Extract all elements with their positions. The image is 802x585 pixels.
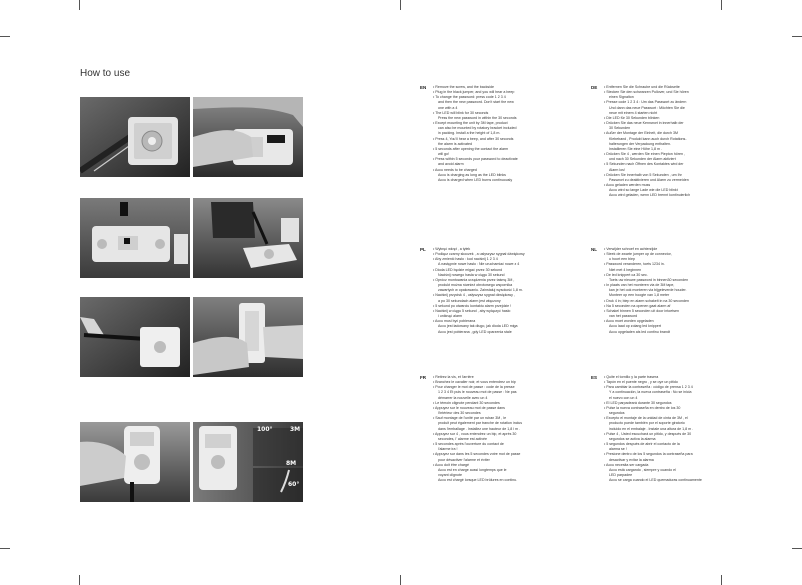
instruction-step: • Schakel binnen 5 seconden uit door intoetsen [604, 308, 679, 313]
instruction-step: • Branchez le cavalier noir, et vous entendrez un bip [433, 380, 516, 385]
instruction-step: • Remove the screw, and the backside [433, 85, 494, 89]
instruction-continuation: one with a 4 [438, 105, 458, 110]
instruction-continuation: will go! [438, 152, 449, 157]
instruction-continuation: secondes, l' alarme est activée [438, 436, 488, 441]
instruction-continuation: 1 2 3 4 Et puis le nouveau mot de passe : Ne pas [438, 390, 517, 395]
instruction-continuation: i uniknąć alarm [438, 314, 463, 319]
instruction-step: • Stecken Sie den schwarzen Pullover, und Sie hören [604, 90, 689, 95]
instruction-step: • Drücken Sie das neue Kennwort in innerhalb der [604, 121, 684, 126]
crop-mark [79, 575, 80, 585]
instruction-step: • Drücken Sie 4 , werden Sie einen Piepton hören , [604, 152, 685, 157]
instruction-continuation: can also be mounted by rotatory bracket included [438, 126, 517, 131]
language-code: EN [420, 85, 427, 90]
instruction-step: • Naciśnij w ciągu 5 sekund , aby wyłączyć hasło [433, 308, 511, 313]
instruction-step: • Accu doit être chargé [433, 462, 470, 467]
crop-mark [721, 575, 722, 585]
instruction-continuation: and then the new password. Don't start the new [438, 100, 514, 105]
instruction-continuation: einen Signalton [609, 95, 634, 100]
instruction-continuation: producto puede también por el soporte giratorio [609, 421, 685, 426]
instruction-step: • Wykręć wkręt , a tyłek [433, 247, 471, 251]
instruction-continuation: Monteer op een hoogte van 1,8 meter [609, 293, 670, 298]
instruction-continuation: Accu se carga cuando el LED quemaduras continuamente [609, 478, 702, 483]
instruction-step: • De led knippert ca 30 sec. [604, 272, 648, 277]
instruction-step: • Pour changer le mot de passe : code de la presse [433, 385, 515, 390]
instruction-step: • Pulse 4 , Usted escuchará un pitido, y después de 30 [604, 431, 692, 436]
photo-back-cover-3m-tape [80, 198, 190, 278]
range-label-top: 3M [290, 426, 301, 433]
instruction-step: • Presse code 1 2 3 4 : Um das Passwort zu ändern [604, 100, 687, 105]
instructions-list [433, 247, 548, 335]
instruction-step: • Entfernen Sie die Schraube und die Rückseite [604, 85, 680, 89]
instruction-step: • Le témoin clignote pendant 30 secondes [433, 400, 500, 405]
instruction-step: • 5 secondes après l'ouverture du contact de [433, 442, 504, 447]
instruction-step: • In plaats van het monteren via de 3M tape, [604, 283, 675, 288]
instructions-list [604, 247, 719, 335]
photo-hand-keypad [80, 422, 190, 502]
instruction-step: • Sauf montage de l'unité par un ruban 3M , le [433, 416, 507, 421]
crop-mark [400, 0, 401, 10]
instruction-step: • Die LED für 30 Sekunden blinken [604, 115, 660, 120]
language-code: NL [591, 247, 597, 252]
instruction-continuation: el nuevo con un 4 [609, 395, 638, 400]
instruction-continuation: halterungen der Verpackung enthalten. [609, 141, 671, 146]
angle-label-top: 100° [257, 426, 273, 433]
instruction-continuation: Accu opgeladen als led continu brandt [609, 329, 670, 334]
language-code: FR [420, 375, 426, 380]
instruction-continuation: dans l'emballage . Installez une hauteur de 1,8 l m . [438, 426, 520, 431]
instruction-step: • Appuyez sur le nouveau mot de passe dans [433, 405, 505, 410]
instruction-continuation: produkt można również obrotowego wspornika [438, 283, 513, 288]
page-title: How to use [80, 68, 131, 79]
instruction-continuation: Toets uw nieuwe password in binnen30 seconden [609, 277, 689, 282]
instruction-continuation: voyant clignote [438, 472, 462, 477]
instruction-continuation: Accu jest pobierana , gdy LED oparzenia stale [438, 329, 512, 334]
instruction-continuation: Alarm los! [609, 167, 625, 172]
instruction-step: • Accu needs to be charged [433, 167, 477, 172]
instruction-continuation: démarrer la nouvelle avec un 4 [438, 395, 488, 400]
instruction-step: • Tapón en el puente negro , y se oye un pitido [604, 380, 678, 385]
instruction-step: • Druk 4 in; biep en alarm schakelt in na 30 seconden [604, 298, 689, 303]
instruction-step: • Dioda LED będzie migać przez 30 sekund [433, 267, 503, 272]
crop-mark [792, 548, 802, 549]
instruction-step: • The LED will blink for 30 seconds [433, 110, 489, 115]
instruction-continuation: Installieren Sie eine Höhe 1,8 m . [609, 146, 662, 151]
instruction-continuation: l'intérieur des 30 secondes [438, 411, 481, 416]
instruction-continuation: a po 30 sekundach alarm jest włączony [438, 298, 501, 303]
instruction-continuation: 30 Sekunden [609, 126, 631, 131]
instruction-step: • Naciśnij przycisk 4 , usłyszysz sygnał dźwiękowy , [433, 293, 515, 298]
instruction-step: • 5 segundos después de abrir el contacto de la [604, 442, 680, 447]
instruction-continuation: A następnie nowe hasło : Nie uruchamiać nowe z 4 [438, 262, 520, 267]
instruction-continuation: Passwort zu deaktivieren und Alarm zu vermeiden [609, 177, 689, 182]
instruction-step: • 5 seconds after opening the contact the alarm [433, 146, 509, 151]
instruction-step: • Para cambiar la contraseña : código de prensa 1 2 3 4 [604, 385, 693, 390]
language-code: PL [420, 247, 426, 252]
instruction-step: • 5 Sekunden nach Öffnen des Kontaktes wird der [604, 162, 684, 167]
instruction-continuation: Accu est chargé lorsque LED brûlures en continu. [438, 478, 518, 483]
language-code: DE [591, 85, 598, 90]
instruction-continuation: produit peut également par tranche de rotation inclus [438, 421, 523, 426]
instruction-continuation: Accu jest ładowany tak długo, jak dioda LED miga [438, 324, 518, 329]
instruction-continuation: pour désactiver l'alarme et éviter [438, 457, 490, 462]
instruction-step: • Na 5 seconden na openen gaat alarm af [604, 303, 671, 308]
instruction-step: • Steek de zwarte jumper op de connector, [604, 252, 672, 257]
instruction-step: • Verwijder schroef en achterzijde [604, 247, 658, 251]
photo-hand-jumper [193, 97, 303, 177]
instruction-continuation: Accu wird geladen, wenn LED brennt kontinuierlich [609, 193, 691, 198]
instruction-step: • Podłącz czarny skoczek , a usłyszysz sygnał dźwiękowy [433, 252, 525, 257]
instruction-step: • Pulse la nueva contraseña en dentro de los 30 [604, 405, 681, 410]
language-code: ES [591, 375, 598, 380]
instruction-continuation: Accu is charging as long as the LED blinks [438, 172, 506, 177]
instruction-step: • Drücken Sie innerhalb von 5 Sekunden , um Ihr [604, 172, 682, 177]
instruction-step: • El LED parpadeará durante 30 segundos [604, 400, 672, 405]
instruction-continuation: Niet met 4 beginnen [609, 267, 642, 272]
instruction-continuation: neue mit einem 4 starten nicht [609, 110, 658, 115]
instruction-continuation: Press the new password in within the 30 seconds [438, 115, 517, 120]
crop-mark [721, 0, 722, 10]
instruction-step: • Password veranderen, toets 1234 in. [604, 262, 665, 267]
instruction-continuation: segundos [609, 411, 625, 416]
instruction-step: • Press within 5 seconds your password to deactivate [433, 157, 518, 162]
instructions-list [433, 85, 548, 183]
instruction-step: • Appuyez sur dans les 5 secondes votre mot de passe [433, 452, 521, 457]
instruction-step: • Accu moet worden opgeladen [604, 319, 654, 324]
instruction-continuation: Naciśnij nowego hasła w ciągu 30 sekund [438, 272, 505, 277]
instruction-step: • Außer der Montage der Einheit, die durch 3M [604, 131, 678, 136]
instruction-step: • Aby zmienić hasło : kod naciśnij 1 2 3 4 [433, 257, 498, 262]
instruction-continuation: Accu wird so lange Lade wie die LED blinkt [609, 188, 678, 193]
instruction-continuation: l'alarme ira ! [438, 447, 458, 452]
instruction-step: • Except mounting the unit by 3M tape, product [433, 121, 508, 126]
instruction-continuation: Accu laad op zolang led knippert [609, 324, 661, 329]
instruction-step: • Quite el tornillo y la parte trasera [604, 375, 659, 379]
instruction-continuation: segundos se activa la alarma [609, 436, 656, 441]
instruction-step: • Accu necesita ser cargada [604, 462, 649, 467]
photo-screwdriver-bracket [193, 198, 303, 278]
instructions-list [604, 375, 719, 483]
photo-rotatory-bracket [80, 297, 190, 377]
instruction-continuation: kan je het ook monteren via bijgeleverde houder. [609, 288, 687, 293]
instruction-step: • Accu geladen werden muss [604, 182, 651, 187]
instruction-step: • Retirez la vis, et l'arrière [433, 375, 474, 379]
instruction-step: • To change the password: press code 1 2 3 4 [433, 95, 506, 100]
instruction-continuation: Accu está cargando , siempre y cuando el [609, 467, 676, 472]
photo-hand-mounting [193, 297, 303, 377]
instruction-step: • Press 4, You'll hear a beep, and after 30 seconds [433, 136, 514, 141]
instruction-continuation: the alarm is activated [438, 141, 472, 146]
instruction-step: • 5 sekund po otwarciu kontaktu alarm przejdzie ! [433, 303, 512, 308]
instructions-list [604, 85, 719, 198]
instruction-continuation: und nach 30 Sekunden der Alarm aktiviert [609, 157, 676, 162]
instruction-continuation: van het password [609, 314, 638, 319]
crop-mark [0, 548, 10, 549]
instruction-continuation: zawartych w opakowaniu. Zainstaluj wysokość 1,8 m. [438, 288, 523, 293]
instruction-continuation: incluido en el embalaje . Instale una altura de 1,8 m . [609, 426, 694, 431]
instruction-step: • Accu musi być pobierana [433, 319, 476, 324]
instruction-step: • Appuyez sur 4 , vous entendrez un bip, et après 30 [433, 431, 517, 436]
photo-remove-screw [80, 97, 190, 177]
instructions-list [433, 375, 548, 483]
instruction-step: • Plug in the black jumper, and you will hear a beep [433, 90, 515, 95]
instruction-continuation: Klebeband , Produkt kann auch durch Rotations- [609, 136, 687, 141]
instruction-step: • Presione dentro de los 5 segundos la contraseña para [604, 452, 693, 457]
instruction-continuation: u hoort een biep [609, 257, 635, 262]
instruction-continuation: alarma se ! [609, 447, 627, 452]
crop-mark [79, 0, 80, 10]
instruction-continuation: and avoid alarm [438, 162, 464, 167]
instruction-step: • Oprócz montowania urządzenia przez taśmę 3M , [433, 277, 515, 282]
instruction-continuation: Und dann das neue Passwort : Möchten Sie die [609, 105, 685, 110]
instruction-continuation: Accu est en charge aussi longtemps que le [438, 467, 507, 472]
crop-mark [400, 575, 401, 585]
angle-label-bottom: 60° [288, 481, 300, 488]
instruction-continuation: Y a continuación, la nueva contraseña : No se inicia [609, 390, 692, 395]
instruction-continuation: in packing. Install a the height of 1,8 m. [438, 131, 501, 136]
instruction-continuation: desactivar y evitar la alarma [609, 457, 654, 462]
range-label-bottom: 8M [286, 460, 297, 467]
crop-mark [792, 36, 802, 37]
crop-mark [0, 36, 10, 37]
instruction-continuation: LED parpadee [609, 472, 633, 477]
instruction-continuation: Accu is charged when LED burns continuously [438, 177, 513, 182]
instruction-step: • Excepto el montaje de la unidad de cinta de 3M , el [604, 416, 688, 421]
